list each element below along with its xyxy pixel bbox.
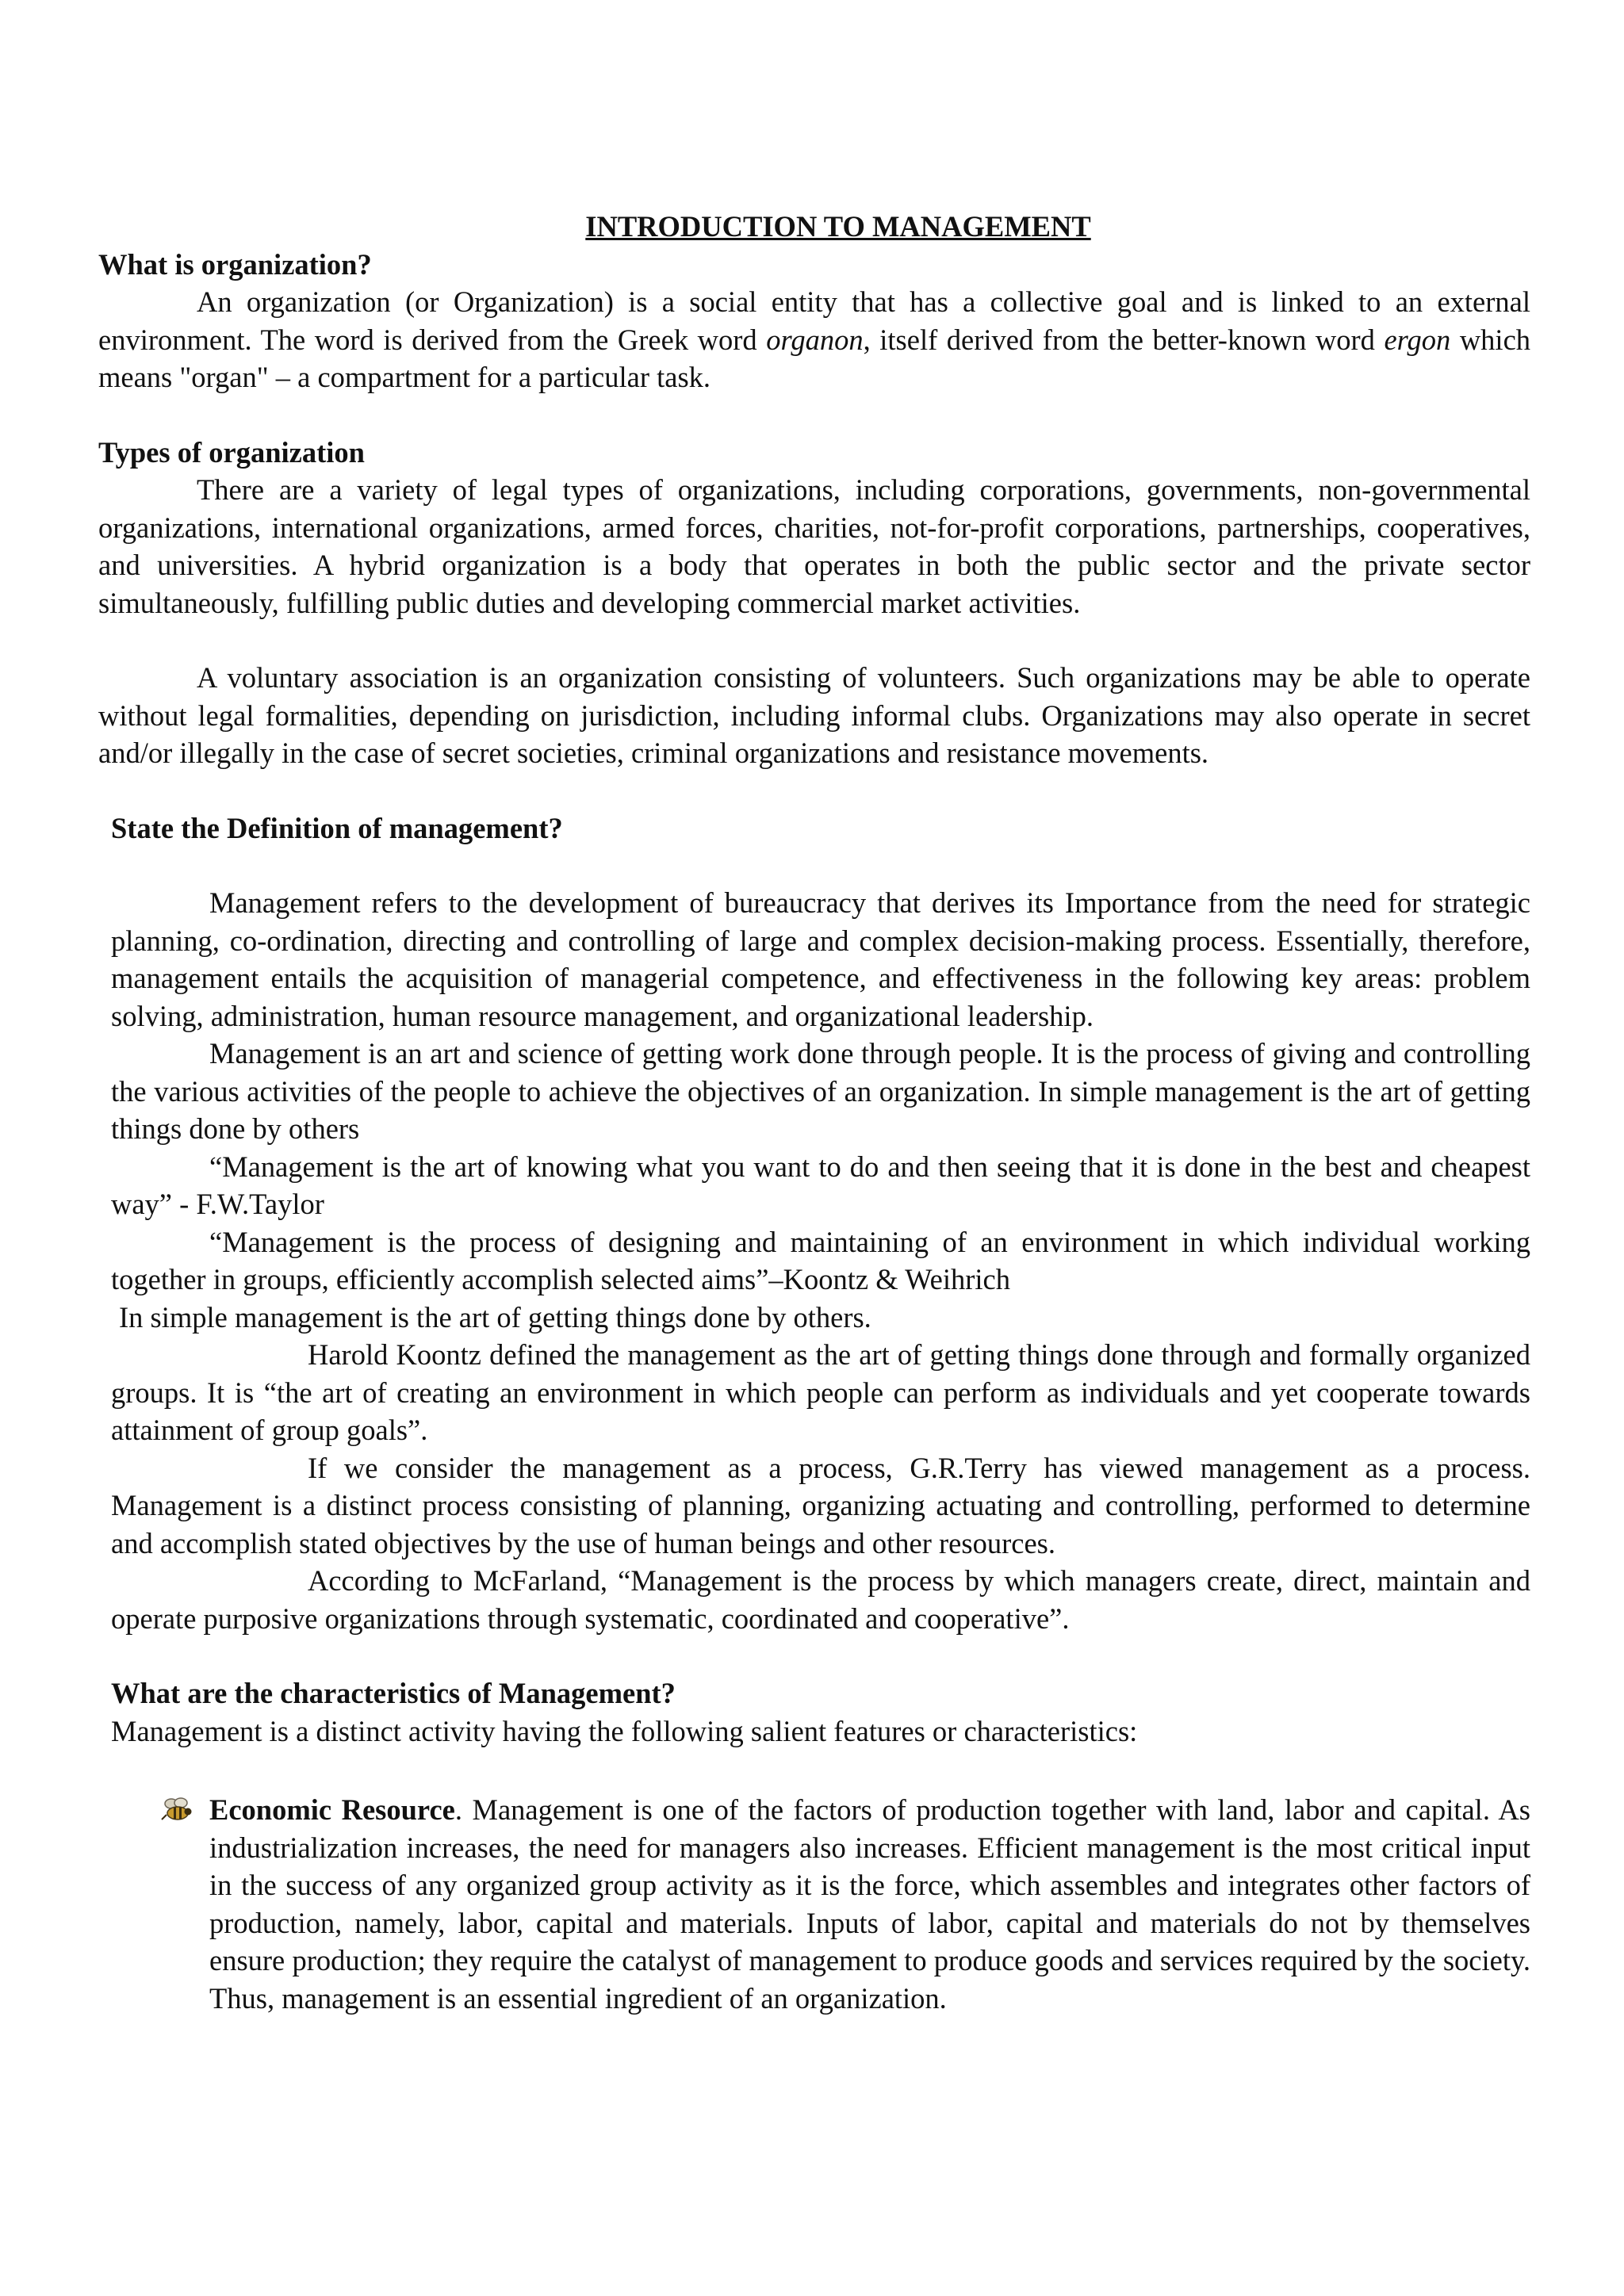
paragraph-definition-1: Management refers to the development of bureaucracy that derives its Importance from the need for strategic planning, co-ordination, directing and controlling of large and complex decision-making process. Essentially, therefore, management entails the acquisition of managerial competence, and effectiveness in the following key areas: problem solving, administration, human resource management, and organizational leadership. xyxy=(111,886,1530,1032)
quote-taylor: “Management is the art of knowing what you want to do and then seeing that it is done in the best and cheapest way” - F.W.Taylor xyxy=(111,1150,1530,1220)
bullet-title: Economic Resource xyxy=(209,1793,455,1826)
bullet-body: . Management is one of the factors of production together with land, labor and capital. As industrialization increases, the need for managers also increases. Efficient management is the most critical input in the success of any organized group activity as it is the force, which assembles and integrates other factors of production, namely, labor, capital and materials. Inputs of labor, capital and materials do not by themselves ensure production; they require the catalyst of management to produce goods and services required by the society. Thus, management is an essential ingredient of an organization. xyxy=(209,1793,1530,2015)
text-run: An organization (or Organization) is a social entity that has a collective goal and is linked to an external environment. The word is derived from the Greek word xyxy=(98,285,1530,356)
spacer xyxy=(111,847,1530,884)
quote-koontz-weihrich: “Management is the process of designing and maintaining of an environment in which individual working together in groups, efficiently accomplish selected aims”–Koontz & Weihrich xyxy=(111,1225,1530,1295)
paragraph-terry: If we consider the management as a process, G.R.Terry has viewed management as a process. Management is a distinct process consisting of planning, organizing actuating and controlling, performed to determine and accomplish stated objectives by the use of human beings and other resources. xyxy=(111,1451,1530,1559)
heading-what-is-organization: What is organization? xyxy=(98,247,372,281)
list-item xyxy=(160,1791,1530,2017)
page-title: INTRODUCTION TO MANAGEMENT xyxy=(585,210,1091,243)
paragraph-mcfarland: According to McFarland, “Management is the process by which managers create, direct, maintain and operate purposive organizations through systematic, coordinated and cooperative”. xyxy=(111,1564,1530,1635)
paragraph-characteristics-intro: Management is a distinct activity having the following salient features or characteristics: xyxy=(111,1714,1138,1747)
heading-definition: State the Definition of management? xyxy=(111,811,563,844)
heading-characteristics: What are the characteristics of Management? xyxy=(111,1677,676,1709)
italic-organon: organon xyxy=(766,323,864,356)
bee-bullet-icon xyxy=(160,1791,209,1834)
spacer xyxy=(98,396,1530,434)
spacer xyxy=(111,772,1530,809)
text-run: , itself derived from the better-known word xyxy=(863,323,1375,356)
paragraph-harold-koontz: Harold Koontz defined the management as the art of getting things done through and formally organized groups. It is “the art of creating an environment in which people can perform as individuals and yet cooperate towards attainment of group goals”. xyxy=(111,1338,1530,1446)
spacer xyxy=(111,1637,1530,1674)
spacer xyxy=(98,622,1530,659)
section-definition xyxy=(98,772,1530,2018)
italic-ergon: ergon xyxy=(1384,323,1451,356)
paragraph-definition-simple: In simple management is the art of getting things done by others. xyxy=(119,1300,871,1334)
paragraph-organization xyxy=(98,283,1530,396)
bullet-economic-resource xyxy=(209,1791,1530,2017)
bee-bullet-icon-svg xyxy=(160,1797,195,1824)
text-run: which means "organ" – a compartment for a particular task. xyxy=(98,323,1531,393)
paragraph-definition-2: Management is an art and science of getting work done through people. It is the process of giving and controlling the various activities of the people to achieve the objectives of an organization. In simple management is the art of getting things done by others xyxy=(111,1037,1530,1145)
paragraph-types-2: A voluntary association is an organization consisting of volunteers. Such organizations may be able to operate without legal formalities, depending on jurisdiction, including informal clubs. Organizations may also operate in secret and/or illegally in the case of secret societies, criminal organizations and resistance movements. xyxy=(98,661,1530,769)
heading-types-of-organization: Types of organization xyxy=(98,435,365,469)
document-body xyxy=(98,208,1530,2017)
paragraph-types-1: There are a variety of legal types of organizations, including corporations, governments, non-governmental organizations, international organizations, armed forces, charities, not-for-profit corporations, partnerships, cooperatives, and universities. A hybrid organization is a body that operates in both the public sector and the private sector simultaneously, fulfilling public duties and developing commercial market activities. xyxy=(98,473,1530,619)
